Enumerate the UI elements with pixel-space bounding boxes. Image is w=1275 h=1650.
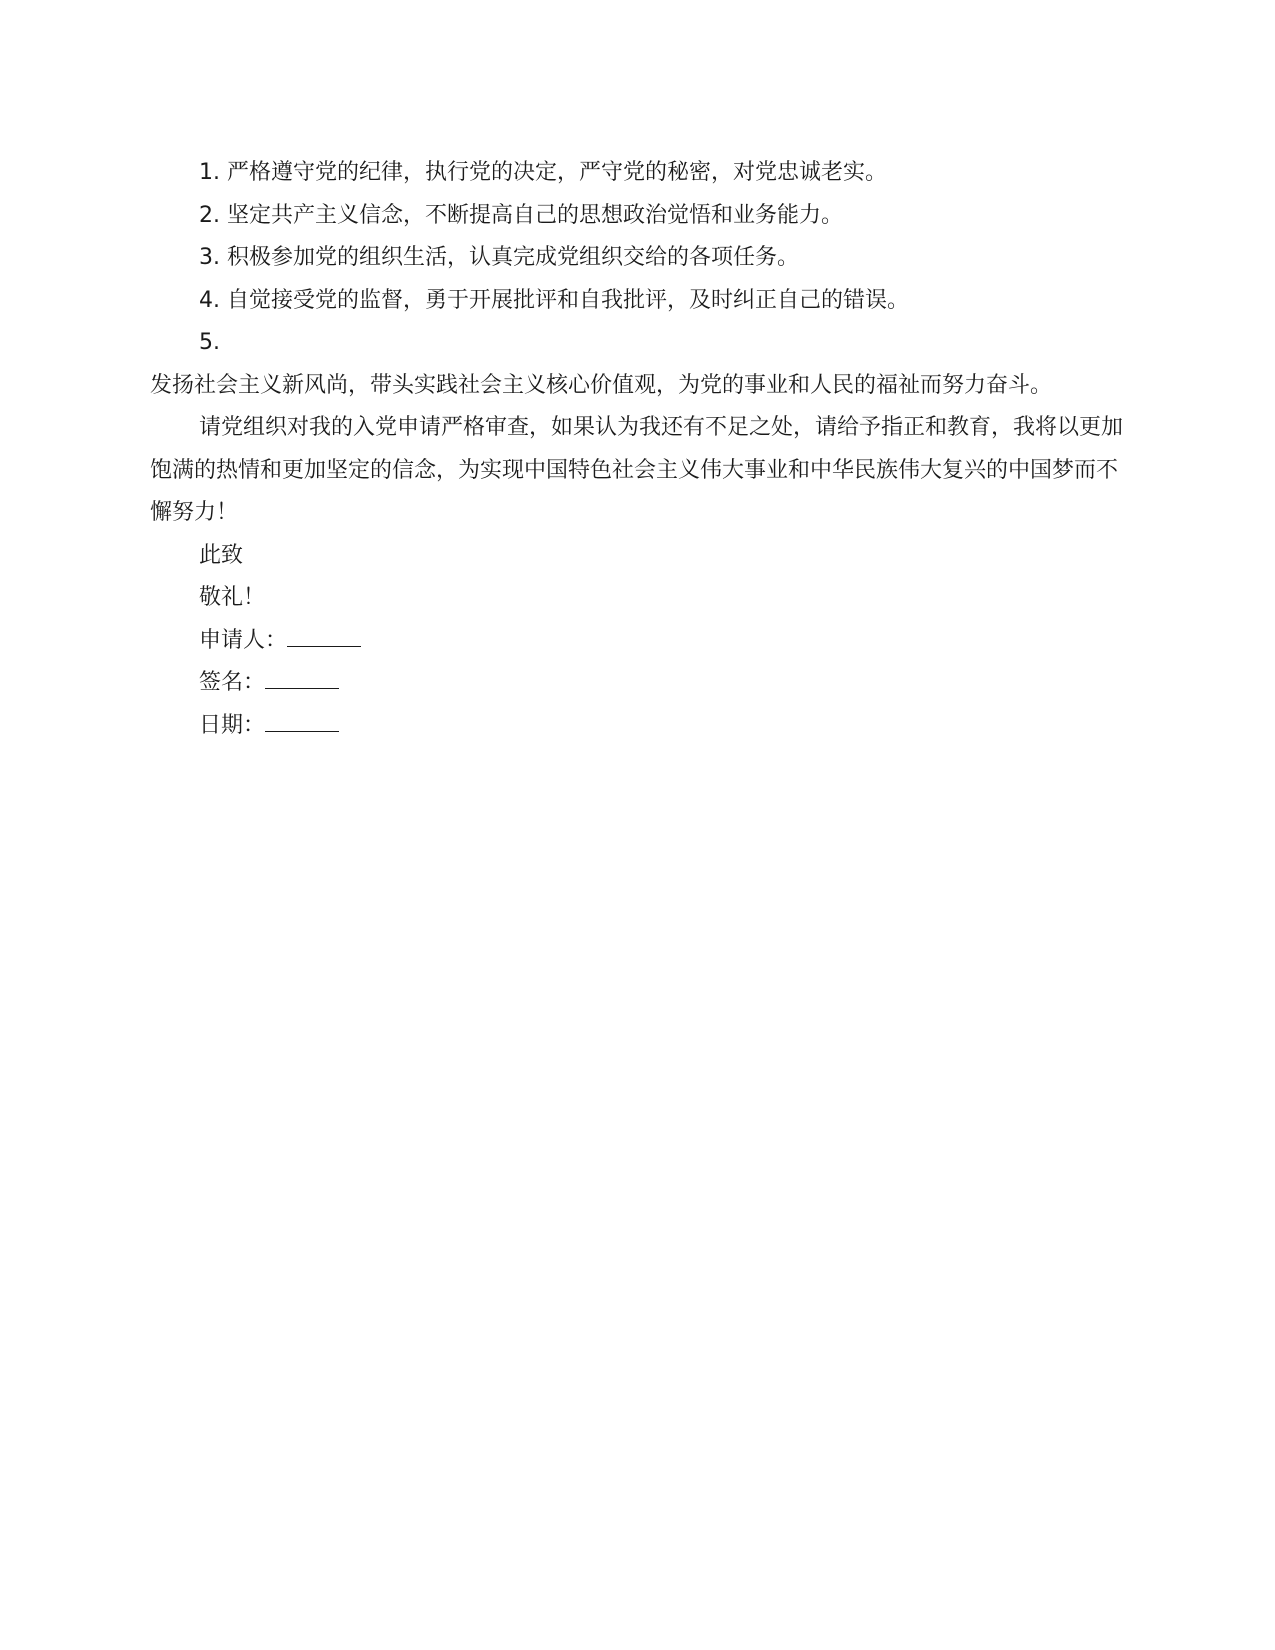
applicant-line <box>150 620 1130 663</box>
list-item-1: 1. 严格遵守党的纪律，执行党的决定，严守党的秘密，对党忠诚老实。 <box>199 160 887 185</box>
date-blank <box>265 707 339 732</box>
list-item-4: 4. 自觉接受党的监督，勇于开展批评和自我批评，及时纠正自己的错误。 <box>199 287 909 313</box>
document-body <box>150 152 1130 747</box>
signature-line <box>150 662 1130 705</box>
applicant-blank <box>287 622 361 647</box>
list-item-5-text: 发扬社会主义新风尚，带头实践社会主义核心价值观，为党的事业和人民的福祉而努力奋斗。 <box>150 372 1053 398</box>
applicant-label: 申请人： <box>199 627 288 653</box>
date-line <box>150 705 1130 748</box>
salutation-jing-li: 敬礼！ <box>199 585 266 610</box>
salutation-ci-zhi: 此致 <box>199 542 244 568</box>
list-item-2: 2. 坚定共产主义信念，不断提高自己的思想政治觉悟和业务能力。 <box>199 202 843 228</box>
signature-blank <box>265 664 339 689</box>
list-item-5-number: 5. <box>199 330 220 355</box>
list-item-3: 3. 积极参加党的组织生活，认真完成党组织交给的各项任务。 <box>199 245 799 270</box>
signature-label: 签名： <box>199 670 266 695</box>
date-label: 日期： <box>199 712 266 738</box>
closing-paragraph: 请党组织对我的入党申请严格审查，如果认为我还有不足之处，请给予指正和教育，我将以更加饱满的热情和更加坚定的信念，为实现中国特色社会主义伟大事业和中华民族伟大复兴的中国梦而不懈努力！ <box>150 415 1124 525</box>
